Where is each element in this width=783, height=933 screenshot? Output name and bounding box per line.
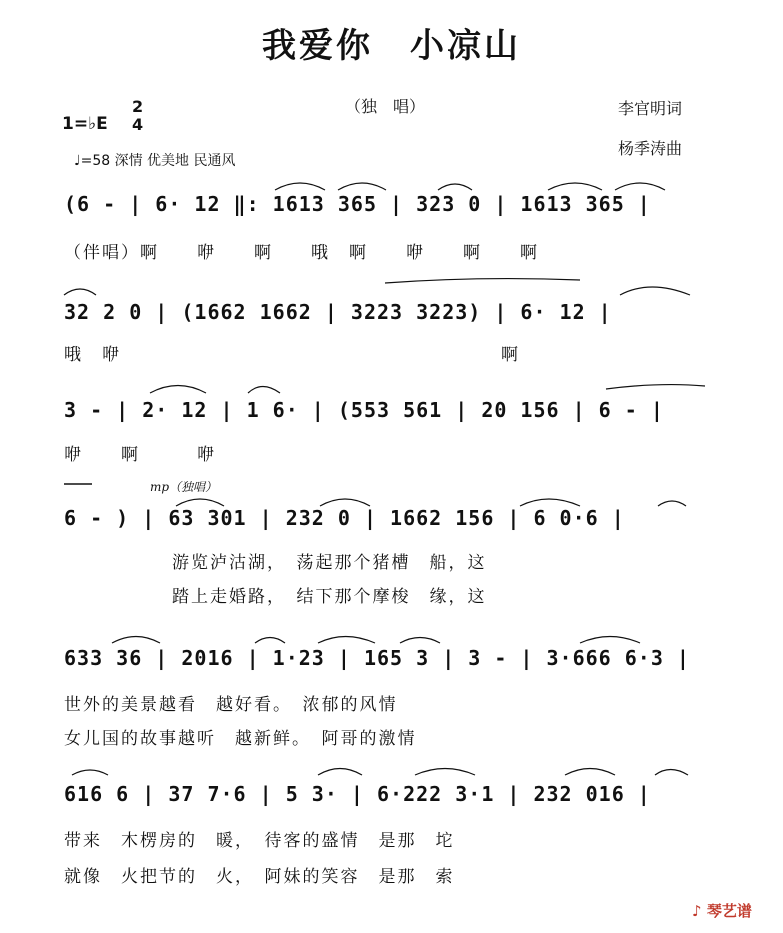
notation-row-4: 6 - ) | 63 301 | 232 0 | 1662 156 | 6 0·6 | bbox=[64, 506, 625, 530]
lyricist-credit: 李官明词 bbox=[618, 99, 683, 118]
dynamic-marking: mp（独唱） bbox=[150, 480, 218, 494]
lyrics-row-5-verse-2: 女儿国的故事越听 越新鲜。 阿哥的激情 bbox=[64, 729, 417, 749]
logo-icon: ♪ bbox=[692, 902, 702, 920]
logo-text: 琴艺谱 bbox=[706, 902, 752, 920]
lyrics-row-2: 哦 咿 啊 bbox=[64, 345, 520, 365]
performance-note: （独 唱） bbox=[345, 97, 426, 116]
lyrics-row-6-verse-2: 就像 火把节的 火， 阿妹的笑容 是那 索 bbox=[64, 867, 455, 887]
lyrics-row-1: （伴唱）啊 咿 啊 哦 啊 咿 啊 啊 bbox=[64, 243, 539, 263]
key-signature: 1=♭E bbox=[62, 114, 108, 134]
page-title: 我爱你 小凉山 bbox=[262, 26, 521, 66]
lyrics-row-4-verse-1: 游览泸沽湖， 荡起那个猪槽 船，这 bbox=[172, 553, 487, 573]
notation-row-3: 3 - | 2· 12 | 1 6· | (553 561 | 20 156 | 6 - | bbox=[64, 398, 664, 422]
lyrics-row-4-verse-2: 踏上走婚路， 结下那个摩梭 缘，这 bbox=[172, 587, 487, 607]
time-signature-top: 2 bbox=[132, 97, 144, 116]
site-logo bbox=[692, 900, 752, 921]
tempo-marking: ♩=58 深情 优美地 民通风 bbox=[74, 153, 236, 169]
lyrics-row-6-verse-1: 带来 木楞房的 暖， 待客的盛情 是那 坨 bbox=[64, 831, 455, 851]
composer-credit: 杨季涛曲 bbox=[618, 139, 683, 158]
notation-row-1: (6 - | 6· 12 ‖: 1613 365 | 323 0 | 1613 365 | bbox=[64, 192, 651, 216]
lyrics-row-5-verse-1: 世外的美景越看 越好看。 浓郁的风情 bbox=[64, 695, 398, 715]
notation-row-2: 32 2 0 | (1662 1662 | 3223 3223) | 6· 12 | bbox=[64, 300, 612, 324]
time-signature-bottom: 4 bbox=[132, 115, 144, 134]
notation-row-5: 633 36 | 2016 | 1·23 | 165 3 | 3 - | 3·666 6·3 | bbox=[64, 646, 690, 670]
notation-row-6: 616 6 | 37 7·6 | 5 3· | 6·222 3·1 | 232 016 | bbox=[64, 782, 651, 806]
lyrics-row-3: 咿 啊 咿 bbox=[64, 445, 216, 465]
